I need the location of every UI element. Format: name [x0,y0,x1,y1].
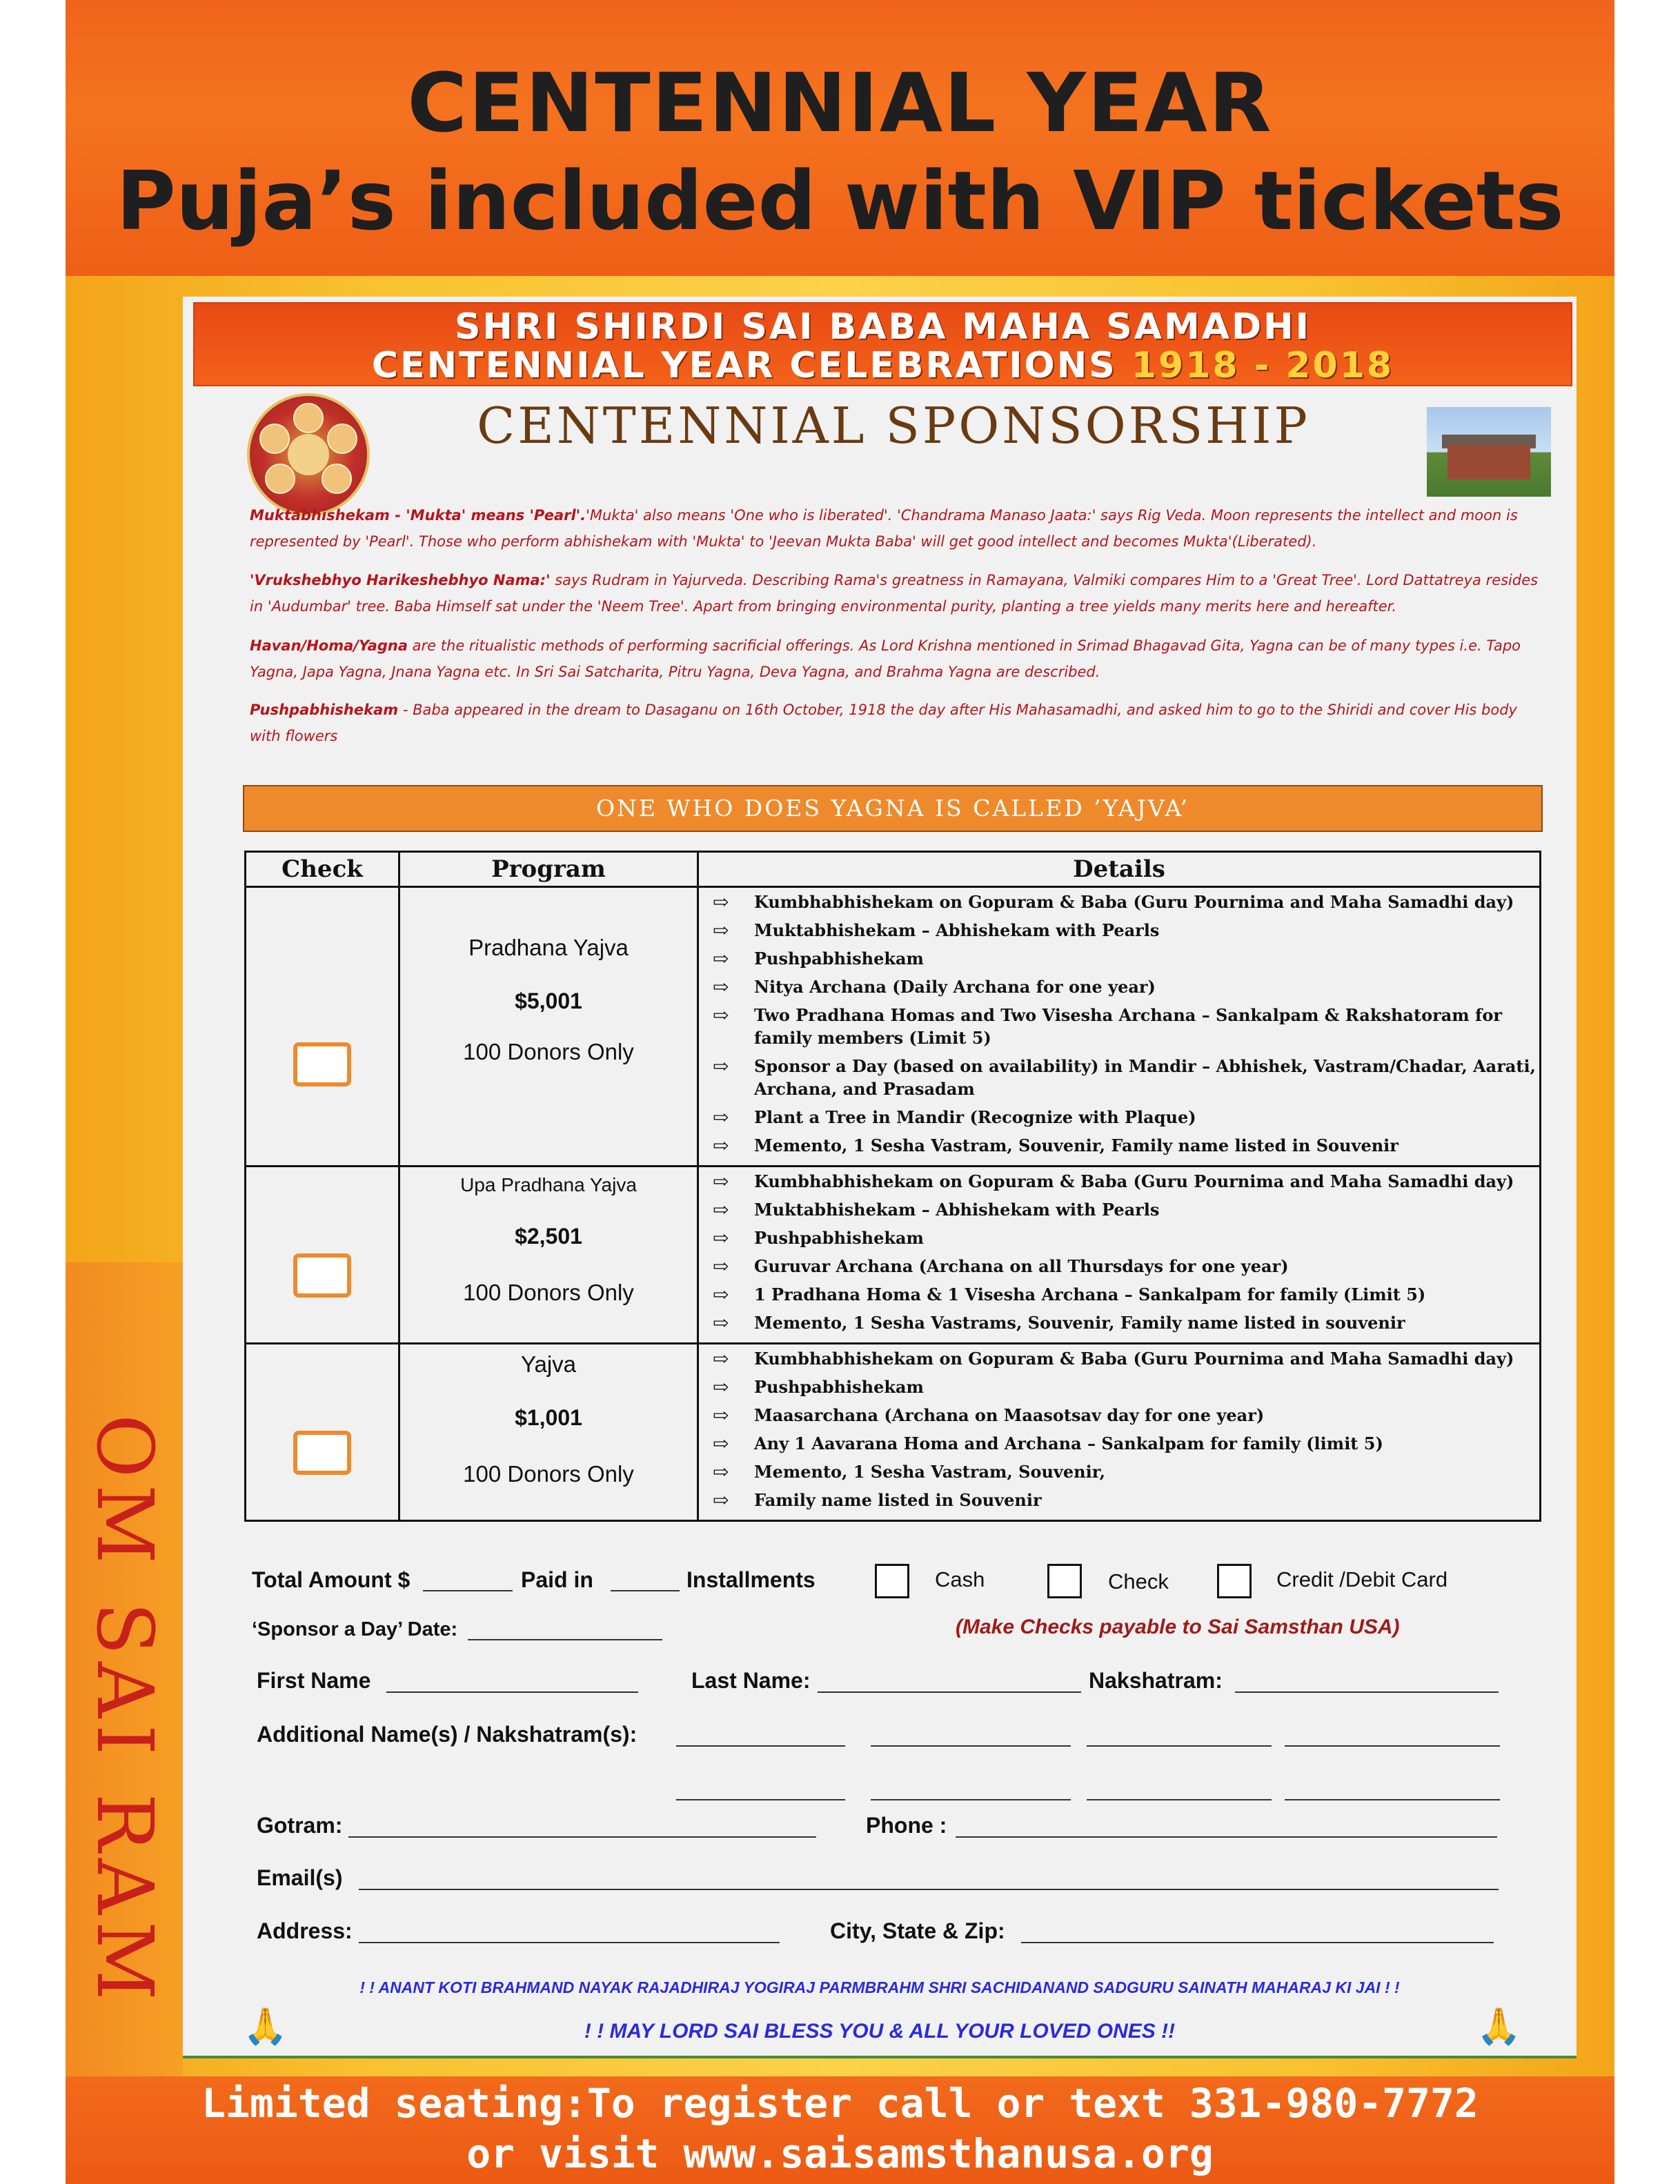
banner-line-2 [195,345,1571,386]
total-amount-field[interactable] [423,1590,513,1591]
checks-note: (Make Checks payable to Sai Samsthan USA) [956,1616,1400,1638]
arrow-right-icon: ⇨ [713,891,729,913]
detail-item: ⇨ Pushpabhishekam [713,1376,924,1398]
address-label: Address: [257,1918,353,1943]
additional-name-3[interactable] [676,1799,845,1800]
check-label: Check [1108,1569,1169,1594]
program-donors: 100 Donors Only [463,1280,634,1305]
bless-text: ! ! MAY LORD SAI BLESS YOU & ALL YOUR LOVED ONES !! [584,2020,1176,2043]
additional-nakshatram-2[interactable] [1285,1745,1500,1747]
installments-label: Installments [686,1567,816,1592]
last-name-label: Last Name: [691,1668,811,1693]
additional-name-2[interactable] [1087,1745,1272,1747]
header-subtitle: Puja’s included with VIP tickets [116,153,1564,248]
program-name: Pradhana Yajva [468,935,629,960]
email-label: Email(s) [257,1865,343,1890]
table-row [246,1344,1541,1521]
detail-item: ⇨ Kumbhabhishekam on Gopuram & Baba (Guru Pournima and Maha Samadhi day) [713,1170,1514,1193]
program-cell [399,1167,698,1344]
phone-field[interactable] [956,1836,1497,1838]
samsthan-logo [247,393,370,516]
email-field[interactable] [359,1889,1499,1890]
detail-item: ⇨ Plant a Tree in Mandir (Recognize with Plaque) [713,1106,1196,1129]
detail-item: ⇨ Nitya Archana (Daily Archana for one year) [713,975,1156,998]
paragraph-mukta: Muktabhishekam - 'Mukta' means 'Pearl'.'Mukta' also means 'One who is liberated'. 'Chandrama Manaso Jaata:' says Rig Veda. Moon represents the intellect and moon is represented by 'Pearl'. Those who perform abhishekam with 'Mukta' to 'Jeevan Mukta Baba' will get good intellect and becomes Mukta'(Liberated). [250,507,1518,550]
gotram-field[interactable] [348,1836,816,1838]
program-amount: $2,501 [515,1224,582,1249]
banner-years: 1918 - 2018 [1131,345,1394,386]
paid-in-label: Paid in [521,1567,593,1592]
arrow-right-icon: ⇨ [713,1404,729,1427]
check-cell [246,1344,399,1521]
arrow-right-icon: ⇨ [713,1004,729,1026]
arrow-right-icon: ⇨ [713,1227,729,1249]
additional-nakshatram-4[interactable] [1285,1799,1500,1800]
details-cell [698,1344,1541,1521]
additional-nakshatram-3[interactable] [871,1799,1071,1800]
cash-checkbox[interactable] [875,1564,909,1598]
program-amount: $1,001 [515,1405,582,1430]
detail-item: ⇨ Maasarchana (Archana on Maasotsav day for one year) [713,1404,1265,1427]
arrow-right-icon: ⇨ [713,1255,729,1278]
check-checkbox[interactable] [1047,1564,1082,1598]
arrow-right-icon: ⇨ [713,1283,729,1306]
details-cell [698,887,1541,1167]
praying-hands-icon: 🙏 [243,2007,288,2047]
detail-item: ⇨ Sponsor a Day (based on availability) in Mandir – Abhishek, Vastram/Chadar, Aarati, Archana, and Prasadam [713,1055,1536,1099]
program-table [244,851,1541,1522]
table-row [246,887,1541,1167]
detail-item: ⇨ Guruvar Archana (Archana on all Thursdays for one year) [713,1255,1289,1278]
col-program-header: Program [399,852,698,887]
header-title: CENTENNIAL YEAR [407,55,1273,150]
gotram-label: Gotram: [257,1813,343,1838]
col-details-header: Details [698,852,1541,887]
program-amount: $5,001 [515,989,582,1013]
arrow-right-icon: ⇨ [713,1134,729,1157]
program-checkbox[interactable] [293,1253,351,1298]
cash-label: Cash [935,1567,985,1591]
detail-item: ⇨ Any 1 Aavarana Homa and Archana – Sankalpam for family (limit 5) [713,1432,1383,1455]
program-donors: 100 Donors Only [463,1039,634,1064]
detail-item: ⇨ Pushpabhishekam [713,1227,924,1249]
nakshatram-label: Nakshatram: [1089,1668,1223,1693]
detail-item: ⇨ Family name listed in Souvenir [713,1489,1042,1511]
table-row [246,1167,1541,1344]
paragraph-tree: 'Vrukshebhyo Harikeshebhyo Nama:' says Rudram in Yajurveda. Describing Rama's greatness in Ramayana, Valmiki compares Him to a 'Great Tree'. Lord Dattatreya resides in 'Audumbar' tree. Baba Himself sat under the 'Neem Tree'. Apart from bringing environmental purity, planting a tree yields many merits here and hereafter. [250,572,1539,615]
arrow-right-icon: ⇨ [713,975,729,998]
detail-item: ⇨ Kumbhabhishekam on Gopuram & Baba (Guru Pournima and Maha Samadhi day) [713,1347,1514,1370]
additional-names-label: Additional Name(s) / Nakshatram(s): [257,1722,638,1747]
last-name-field[interactable] [818,1691,1081,1693]
arrow-right-icon: ⇨ [713,1198,729,1221]
banner-celebrations: CENTENNIAL YEAR CELEBRATIONS [371,345,1117,386]
program-checkbox[interactable] [293,1431,351,1475]
paragraph-yagna: Havan/Homa/Yagna are the ritualistic methods of performing sacrificial offerings. As Lord Krishna mentioned in Srimad Bhagavad Gita, Yagna can be of many types i.e. Tapo Yagna, Japa Yagna, Jnana Yagna etc. In Sri Sai Satcharita, Pitru Yagna, Deva Yagna, and Brahma Yagna are described. [250,637,1521,680]
city-label: City, State & Zip: [830,1918,1005,1943]
card-label: Credit /Debit Card [1276,1567,1448,1591]
arrow-right-icon: ⇨ [713,1106,729,1129]
program-cell [399,1344,698,1521]
arrow-right-icon: ⇨ [713,1170,729,1193]
arrow-right-icon: ⇨ [713,1311,729,1334]
detail-item: ⇨ Muktabhishekam – Abhishekam with Pearls [713,919,1160,942]
jai-text: ! ! ANANT KOTI BRAHMAND NAYAK RAJADHIRAJ YOGIRAJ PARMBRAHM SHRI SACHIDANAND SADGURU SAINATH MAHARAJ KI JAI ! ! [359,1978,1400,1996]
check-cell [246,1167,399,1344]
detail-item: ⇨ Kumbhabhishekam on Gopuram & Baba (Guru Pournima and Maha Samadhi day) [713,891,1514,913]
detail-item: ⇨ Pushpabhishekam [713,947,924,970]
sponsorship-title: CENTENNIAL SPONSORSHIP [477,397,1310,455]
arrow-right-icon: ⇨ [713,919,729,942]
detail-item: ⇨ Memento, 1 Sesha Vastram, Souvenir, Family name listed in Souvenir [713,1134,1399,1157]
program-donors: 100 Donors Only [463,1461,634,1487]
banner-line-1: SHRI SHIRDI SAI BABA MAHA SAMADHI [454,306,1312,348]
arrow-right-icon: ⇨ [713,1055,729,1078]
register-text: Limited seating:To register call or text 331-980-7772 [201,2080,1479,2127]
installments-field[interactable] [611,1590,680,1591]
program-cell [399,887,698,1167]
program-name: Upa Pradhana Yajva [460,1174,637,1195]
program-name: Yajva [520,1351,577,1377]
celebration-banner [193,302,1572,386]
total-amount-label: Total Amount $ [252,1567,411,1592]
sponsor-date-label: ‘Sponsor a Day’ Date: [252,1618,458,1640]
arrow-right-icon: ⇨ [713,1460,729,1483]
arrow-right-icon: ⇨ [713,1432,729,1455]
additional-name-4[interactable] [1087,1799,1272,1800]
first-name-field[interactable] [386,1691,638,1693]
details-cell [698,1167,1541,1344]
address-field[interactable] [359,1942,780,1943]
nakshatram-field[interactable] [1235,1691,1499,1693]
detail-item: ⇨ 1 Pradhana Homa & 1 Visesha Archana – Sankalpam for family (Limit 5) [713,1283,1426,1306]
city-field[interactable] [1021,1942,1494,1943]
col-check-header: Check [246,852,399,887]
sponsor-date-field[interactable] [468,1639,662,1640]
program-checkbox[interactable] [293,1042,351,1086]
detail-item: ⇨ Memento, 1 Sesha Vastram, Souvenir, [713,1460,1105,1483]
first-name-label: First Name [257,1668,371,1693]
yajva-heading: ONE WHO DOES YAGNA IS CALLED ’YAJVA’ [243,785,1543,832]
phone-label: Phone : [866,1813,947,1838]
detail-item: ⇨ Muktabhishekam – Abhishekam with Pearls [713,1198,1160,1221]
panel-divider [183,2056,1577,2058]
praying-hands-icon: 🙏 [1476,2007,1521,2047]
side-text: OM SAI RAM [79,1414,169,2007]
detail-item: ⇨ Two Pradhana Homas and Two Visesha Archana – Sankalpam & Rakshatoram for family members (Limit 5) [713,1004,1502,1048]
arrow-right-icon: ⇨ [713,1376,729,1398]
additional-name-1[interactable] [676,1745,845,1747]
paragraph-pushpa: Pushpabhishekam - Baba appeared in the dream to Dasaganu on 16th October, 1918 the day after His Mahasamadhi, and asked him to go to the Shiridi and cover His body with flowers [250,702,1517,744]
additional-nakshatram-1[interactable] [871,1745,1071,1747]
arrow-right-icon: ⇨ [713,1489,729,1511]
check-cell [246,887,399,1167]
arrow-right-icon: ⇨ [713,947,729,970]
detail-item: ⇨ Memento, 1 Sesha Vastrams, Souvenir, Family name listed in souvenir [713,1311,1405,1334]
card-checkbox[interactable] [1217,1564,1252,1598]
temple-photo [1427,407,1551,497]
arrow-right-icon: ⇨ [713,1347,729,1370]
visit-text: or visit www.saisamsthanusa.org [466,2130,1214,2177]
